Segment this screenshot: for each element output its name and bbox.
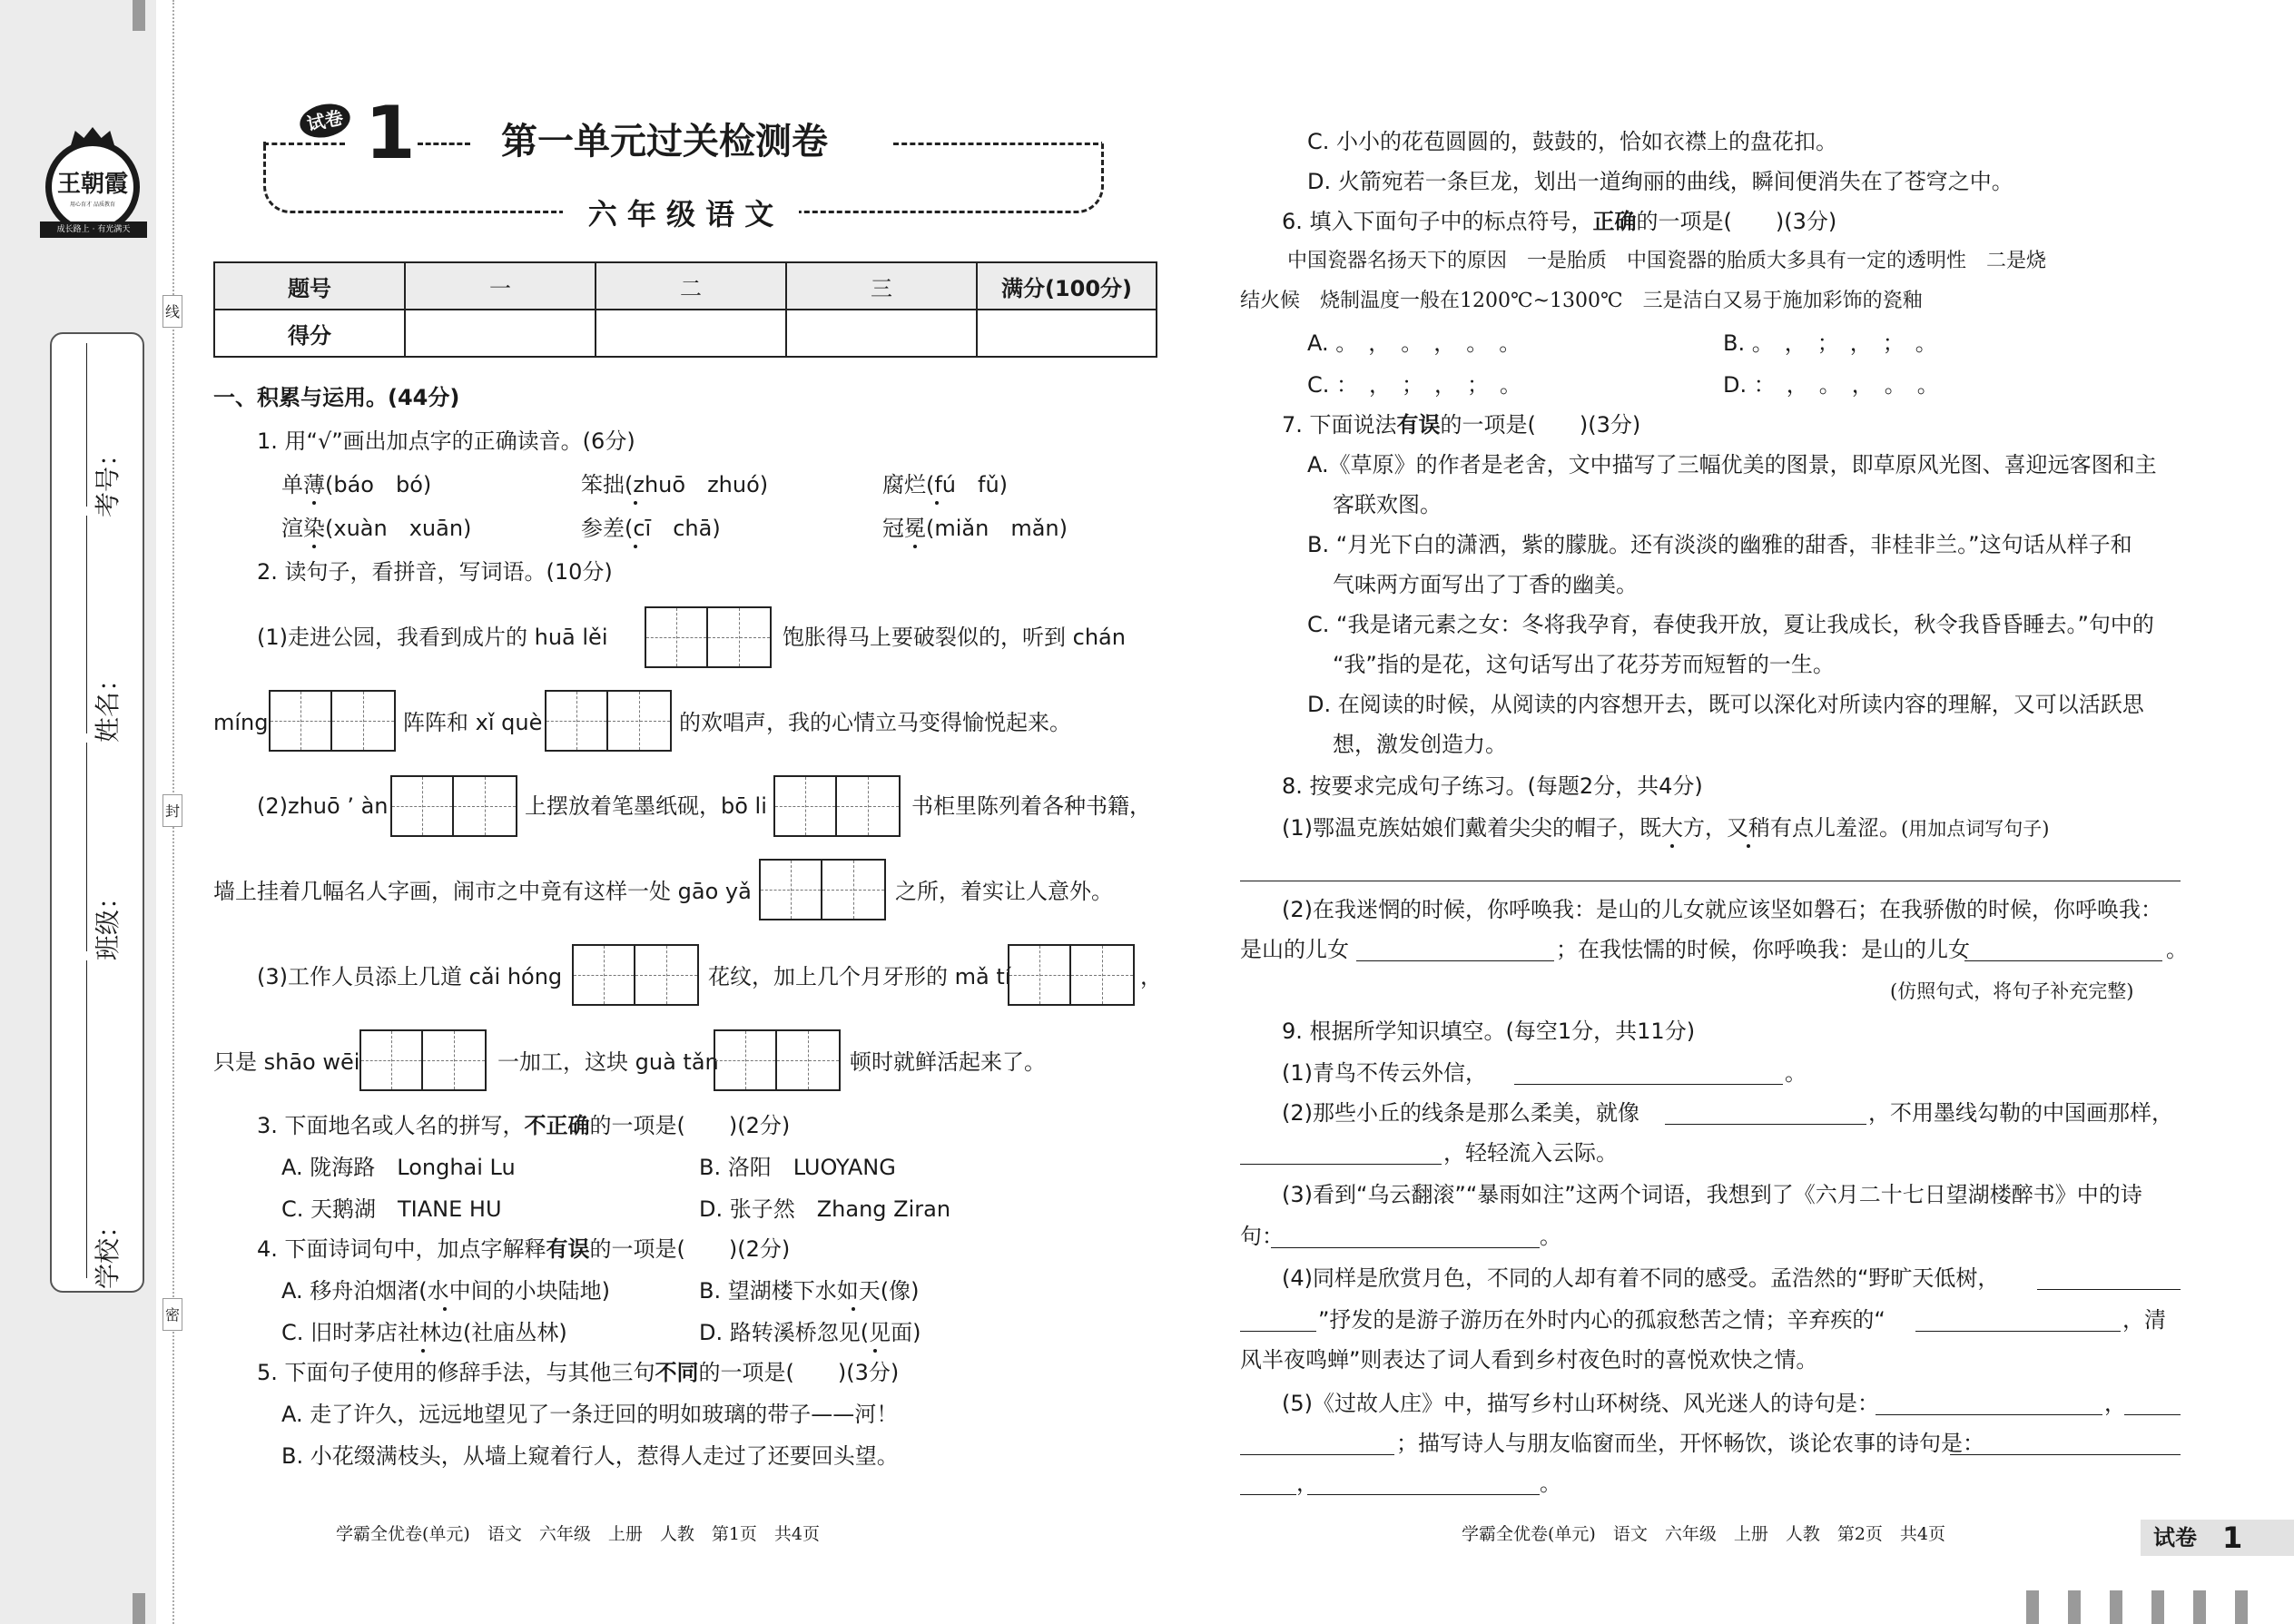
q2-text: 上摆放着笔墨纸砚，bō li [525, 793, 767, 819]
brand-logo [34, 127, 153, 245]
page-tab-number: 1 [2222, 1521, 2243, 1555]
score-cell[interactable] [786, 310, 977, 357]
q9-item: ，清 [2122, 1307, 2166, 1333]
q5-option[interactable]: D. 火箭宛若一条巨龙，划出一道绚丽的曲线，瞬间便消失在了苍穹之中。 [1307, 169, 2013, 194]
answer-line[interactable] [1271, 1247, 1540, 1248]
logo-text: 王朝霞 [56, 171, 128, 198]
scan-mark [2068, 1590, 2081, 1624]
q2-text: 饱胀得马上要破裂似的，听到 chán [783, 625, 1126, 650]
score-table-header: 题号 [214, 262, 405, 310]
page-tab [2141, 1520, 2294, 1556]
logo-small: 用心育才 品质教育 [70, 202, 115, 208]
q1-item[interactable]: 笨拙(zhuō zhuó) [581, 472, 769, 497]
school-label: 学校： [93, 1212, 123, 1290]
score-table [213, 261, 1157, 358]
score-row-label: 得分 [214, 310, 405, 357]
answer-line[interactable] [1964, 960, 2162, 961]
q9-item: ， [1296, 1471, 1318, 1496]
score-cell[interactable] [405, 310, 596, 357]
scan-mark [2110, 1590, 2122, 1624]
q4-option[interactable]: D. 路转溪桥忽见(见面) [699, 1320, 921, 1345]
q8-sentence: 是山的儿女 [1240, 937, 1349, 962]
q8-sentence: 。 [2166, 937, 2188, 962]
q7-option-c[interactable]: C. “我是诸元素之女：冬将我孕育，春使我开放，夏让我成长，秋令我昏昏睡去。”句中的 [1307, 612, 2154, 637]
q7-option-d[interactable]: D. 在阅读的时候，从阅读的内容想开去，既可以深化对所读内容的理解，又可以活跃思 [1307, 692, 2144, 717]
q8-note: (仿照句式，将句子补充完整) [1890, 980, 2134, 1002]
title-dash-right [893, 143, 1098, 145]
logo-ribbon: 成长路上 · 有光满天 [40, 221, 147, 238]
q9-item: (4)同样是欣赏月色，不同的人却有着不同的感受。孟浩然的“野旷天低树， [1282, 1265, 2000, 1291]
class-field[interactable] [86, 743, 123, 961]
q9-item: 句： [1240, 1224, 1284, 1249]
school-field[interactable] [86, 960, 123, 1290]
answer-line[interactable] [1307, 1494, 1540, 1495]
q9-item: 。 [1540, 1224, 1561, 1249]
q2-text: 只是 shāo wēi [213, 1049, 360, 1075]
q3-stem: 3. 下面地名或人名的拼写，不正确的一项是( )(2分) [257, 1113, 791, 1138]
answer-line[interactable] [1950, 1454, 2181, 1455]
q2-text: 顿时就鲜活起来了。 [850, 1049, 1046, 1075]
q2-text: 一加工，这块 guà tǎn [497, 1049, 719, 1075]
q6-option[interactable]: C. ： ， ； ， ； 。 [1307, 372, 1522, 398]
q9-item: (5)《过故人庄》中，描写乡村山环树绕、风光迷人的诗句是： [1282, 1391, 1879, 1416]
q5-emphasis: 不同 [655, 1360, 699, 1385]
q9-stem: 9. 根据所学知识填空。(每空1分，共11分) [1282, 1019, 1696, 1044]
answer-line[interactable] [1240, 1164, 1442, 1165]
answer-line[interactable] [1665, 1124, 1866, 1125]
binding-mark-mi: 密 [162, 1298, 182, 1331]
emphasis-dot [873, 1349, 877, 1353]
word-grid[interactable] [269, 690, 396, 752]
q4-option[interactable]: B. 望湖楼下水如天(像) [699, 1278, 920, 1304]
binding-mark-feng: 封 [162, 794, 182, 827]
q9-item: 。 [1785, 1060, 1807, 1086]
word-grid[interactable] [359, 1029, 487, 1091]
logo-slogan-right: 有光满天 [97, 225, 131, 234]
q9-item: ， [2104, 1391, 2126, 1416]
q2-text: ， [1140, 964, 1162, 989]
q6-passage: 中国瓷器名扬天下的原因 一是胎质 中国瓷器的胎质大多具有一定的透明性 二是烧 [1287, 250, 2047, 272]
q8-note: (用加点词写句子) [1901, 818, 2050, 840]
answer-line[interactable] [2037, 1289, 2181, 1290]
section1-title: 一、积累与运用。(44分) [213, 385, 460, 410]
q9-item: ”抒发的是游子游历在外时内心的孤寂愁苦之情；辛弃疾的“ [1318, 1307, 1885, 1333]
q4-stem: 4. 下面诗词句中，加点字解释有误的一项是( )(2分) [257, 1236, 791, 1262]
page-title: 第一单元过关检测卷 [501, 121, 828, 162]
q7-option-a[interactable]: A.《草原》的作者是老舍，文中描写了三幅优美的图景，即草原风光图、喜迎远客图和主 [1307, 452, 2157, 477]
q1-item[interactable]: 渲染(xuàn xuān) [281, 516, 472, 541]
score-table-header: 满分(100分) [977, 262, 1157, 310]
q1-item[interactable]: 参差(cī chā) [581, 516, 721, 541]
q2-text: 花纹，加上几个月牙形的 mǎ tí [708, 964, 1011, 989]
emphasis-dot [935, 501, 939, 505]
word-grid[interactable] [545, 690, 672, 752]
title-dash-left-2 [263, 143, 345, 145]
q2-text: (2)zhuō ʼ àn [257, 793, 389, 819]
emphasis-dot [312, 501, 316, 505]
exam-number: 1 [365, 91, 416, 175]
q8-sentence: ；在我怯懦的时候，你呼唤我：是山的儿女 [1556, 937, 1970, 962]
score-cell[interactable] [977, 310, 1157, 357]
q7-option-a-cont: 客联欢图。 [1333, 492, 1442, 517]
exam-badge-label: 试卷 [304, 106, 346, 135]
scan-mark [2193, 1590, 2206, 1624]
binding-mark-xian: 线 [162, 295, 182, 328]
word-grid[interactable] [572, 944, 699, 1006]
q8-stem: 8. 按要求完成句子练习。(每题2分，共4分) [1282, 773, 1703, 799]
emphasis-dot [634, 501, 637, 505]
q6-option[interactable]: D. ： ， 。 ， 。 。 [1723, 372, 1939, 398]
name-field[interactable] [86, 516, 123, 743]
q3-option[interactable]: C. 天鹅湖 TIANE HU [281, 1196, 502, 1222]
scan-mark [2235, 1590, 2248, 1624]
q4-option[interactable]: A. 移舟泊烟渚(水中间的小块陆地) [281, 1278, 610, 1304]
emphasis-dot [312, 545, 316, 548]
answer-line[interactable] [1514, 1084, 1783, 1085]
answer-line[interactable] [1240, 1331, 1316, 1332]
answer-line[interactable] [1356, 960, 1554, 961]
answer-line[interactable] [1240, 1494, 1296, 1495]
word-grid[interactable] [1008, 944, 1135, 1006]
word-grid[interactable] [714, 1029, 841, 1091]
q5-option[interactable]: C. 小小的花苞圆圆的，鼓鼓的，恰如衣襟上的盘花扣。 [1307, 129, 1838, 154]
q5-stem: 5. 下面句子使用的修辞手法，与其他三句不同的一项是( )(3分) [257, 1360, 900, 1385]
q8-sentence: (2)在我迷惘的时候，你呼唤我：是山的儿女就应该坚如磐石；在我骄傲的时候，你呼唤我： [1282, 897, 2162, 922]
q9-item: ；描写诗人与朋友临窗而坐，开怀畅饮，谈论农事的诗句是： [1396, 1431, 1984, 1456]
word-grid[interactable] [645, 606, 772, 668]
q9-item: 。 [1540, 1471, 1561, 1496]
q1-item[interactable]: 冠冕(miǎn mǎn) [882, 516, 1068, 541]
exam-no-label: 考号： [93, 440, 123, 518]
scan-mark [2026, 1590, 2039, 1624]
answer-line[interactable] [1240, 1454, 1394, 1455]
q6-stem: 6. 填入下面句子中的标点符号，正确的一项是( )(3分) [1282, 209, 1837, 234]
q7-emphasis: 有误 [1396, 412, 1441, 438]
answer-line[interactable] [1876, 1414, 2102, 1415]
emphasis-dot [1747, 844, 1750, 848]
q9-item: (3)看到“乌云翻滚”“暴雨如注”这两个词语，我想到了《六月二十七日望湖楼醉书》中的诗 [1282, 1182, 2142, 1207]
emphasis-dot [443, 1307, 447, 1311]
q2-text: 阵阵和 xǐ què [403, 710, 543, 735]
q6-option[interactable]: B. 。 ， ； ， ； 。 [1723, 330, 1937, 356]
answer-line[interactable] [1915, 1331, 2121, 1332]
exam-badge [297, 100, 353, 143]
q3-option[interactable]: A. 陇海路 Longhai Lu [281, 1155, 516, 1180]
q7-option-c-cont: “我”指的是花，这句话写出了花芬芳而短暂的一生。 [1333, 652, 1835, 677]
q4-option[interactable]: C. 旧时茅店社林边(社庙丛林) [281, 1320, 567, 1345]
q2-text: (1)走进公园，我看到成片的 huā lěi [257, 625, 608, 650]
student-info-panel [50, 332, 144, 1293]
q2-text: 的欢唱声，我的心情立马变得愉悦起来。 [679, 710, 1071, 735]
q4-emphasis: 有误 [546, 1236, 590, 1262]
footer-right: 学霸全优卷(单元) 语文 六年级 上册 人教 第2页 共4页 [1462, 1524, 1946, 1544]
score-table-header: 一 [405, 262, 596, 310]
class-label: 班级： [93, 883, 123, 961]
q3-option[interactable]: B. 洛阳 LUOYANG [699, 1155, 896, 1180]
emphasis-dot [913, 545, 917, 548]
q1-item[interactable]: 腐烂(fú fǔ) [882, 472, 1009, 497]
emphasis-dot [634, 545, 637, 548]
score-table-row [214, 310, 1157, 357]
q1-item[interactable]: 单薄(báo bó) [281, 472, 432, 497]
page-tab-label: 试卷 [2153, 1525, 2197, 1550]
q6-option[interactable]: A. 。 ， 。 ， 。 。 [1307, 330, 1521, 356]
q9-item: (2)那些小丘的线条是那么柔美，就像 [1282, 1100, 1639, 1126]
title-dash-left [418, 143, 470, 145]
q6-passage: 结火候 烧制温度一般在1200℃~1300℃ 三是洁白又易于施加彩饰的瓷釉 [1240, 290, 1923, 312]
q9-item: (1)青鸟不传云外信， [1282, 1060, 1487, 1086]
q2-text: 之所，着实让人意外。 [895, 879, 1113, 904]
emphasis-dot [421, 1349, 425, 1353]
emphasis-dot [1670, 844, 1674, 848]
score-cell[interactable] [596, 310, 786, 357]
gutter-strip-bottom [133, 1593, 145, 1624]
logo-slogan-left: 成长路上 [56, 225, 90, 234]
q7-stem: 7. 下面说法有误的一项是( )(3分) [1282, 412, 1641, 438]
exam-no-field[interactable] [86, 343, 123, 518]
name-label: 姓名： [93, 665, 123, 743]
word-grid[interactable] [390, 775, 517, 837]
q5-option[interactable]: B. 小花缀满枝头，从墙上窥着行人，惹得人走过了还要回头望。 [281, 1443, 899, 1469]
q7-option-b[interactable]: B. “月光下白的潇洒，紫的朦胧。还有淡淡的幽雅的甜香，非桂非兰。”这句话从样子和 [1307, 532, 2132, 557]
q9-item: 风半夜鸣蝉”则表达了词人看到乡村夜色时的喜悦欢快之情。 [1240, 1347, 1818, 1373]
q2-text: (3)工作人员添上几道 cǎi hóng [257, 964, 563, 989]
q2-stem: 2. 读句子，看拼音，写词语。(10分) [257, 559, 613, 585]
score-table-header: 三 [786, 262, 977, 310]
q3-option[interactable]: D. 张子然 Zhang Ziran [699, 1196, 951, 1222]
word-grid[interactable] [759, 859, 886, 920]
q6-emphasis: 正确 [1592, 209, 1637, 234]
page-subtitle: 六 年 级 语 文 [563, 192, 799, 236]
word-grid[interactable] [773, 775, 901, 837]
q2-text: 墙上挂着几幅名人字画，闹市之中竟有这样一处 gāo yǎ [213, 879, 752, 904]
q8-sentence: (1)鄂温克族姑娘们戴着尖尖的帽子，既大方，又稍有点儿羞涩。(用加点词写句子) [1282, 815, 2050, 841]
q9-item: ，轻轻流入云际。 [1443, 1140, 1618, 1166]
emphasis-dot [852, 1307, 855, 1311]
footer-left: 学霸全优卷(单元) 语文 六年级 上册 人教 第1页 共4页 [336, 1524, 821, 1544]
q2-text: 书柜里陈列着各种书籍， [911, 793, 1151, 819]
answer-line[interactable] [2124, 1414, 2181, 1415]
gutter-strip-top [133, 0, 145, 31]
scan-mark [2151, 1590, 2164, 1624]
q3-emphasis: 不正确 [524, 1113, 590, 1138]
q2-text: míng [213, 710, 269, 735]
score-table-header-row [214, 262, 1157, 310]
q1-stem: 1. 用“√”画出加点字的正确读音。(6分) [257, 428, 635, 454]
score-table-header: 二 [596, 262, 786, 310]
q9-item: ，不用墨线勾勒的中国画那样， [1868, 1100, 2173, 1126]
q7-option-d-cont: 想，激发创造力。 [1333, 732, 1507, 757]
q5-option[interactable]: A. 走了许久，远远地望见了一条迂回的明如玻璃的带子——河！ [281, 1402, 899, 1427]
q7-option-b-cont: 气味两方面写出了丁香的幽美。 [1333, 572, 1638, 597]
